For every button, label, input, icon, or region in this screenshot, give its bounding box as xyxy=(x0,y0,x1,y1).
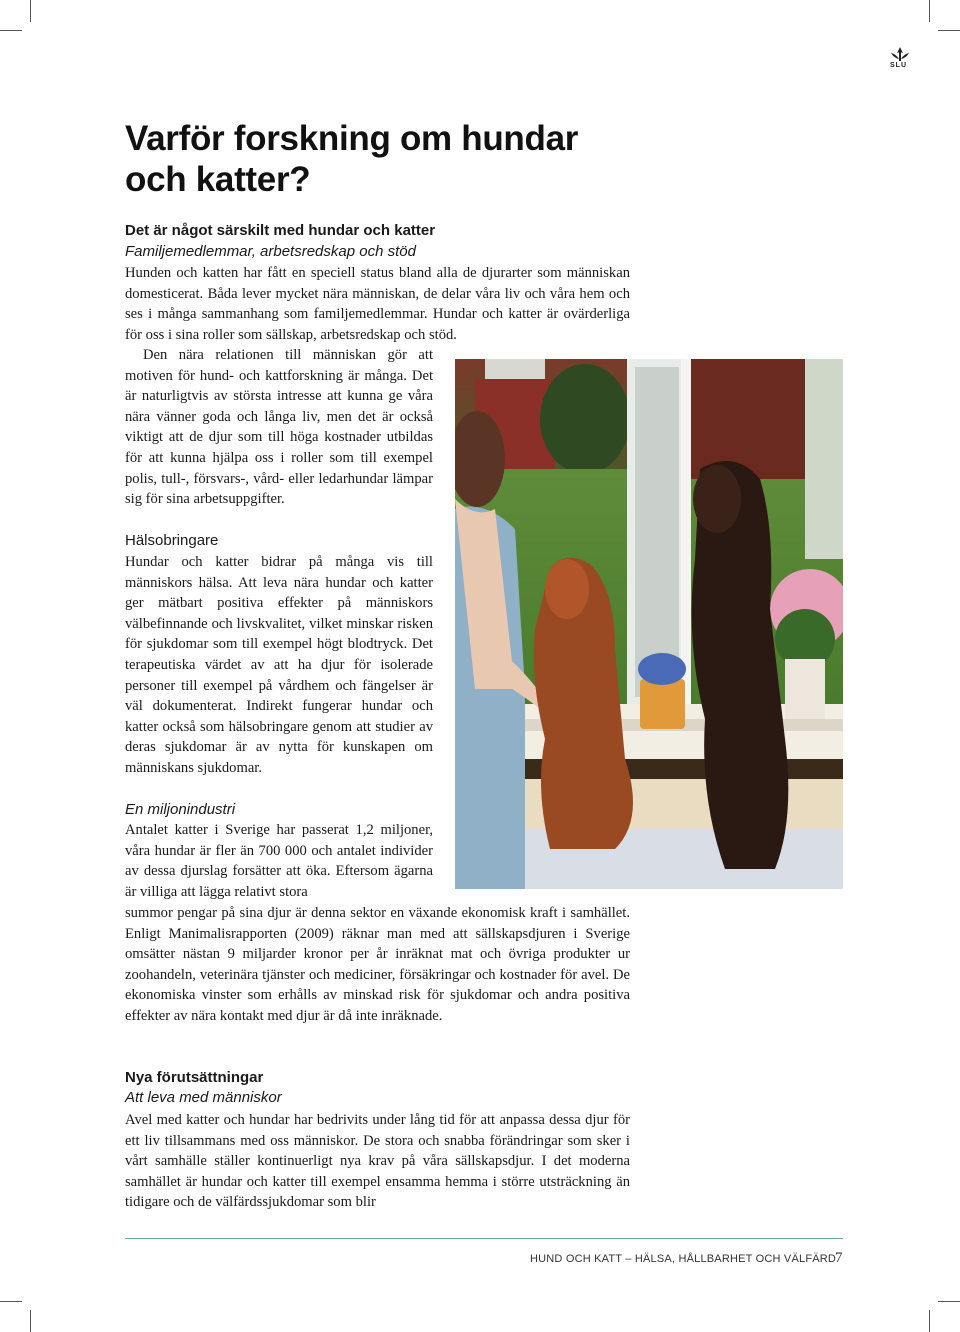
section-subheading: Hälsobringare xyxy=(125,532,219,549)
photo-dogs-at-window xyxy=(455,359,843,889)
body-paragraph: Hundar och katter bidrar på många vis till människors hälsa. Att leva nära hundar och katter ger mätbart positiva effekter på människors välbefinnande och livskvalitet, vilket minskar risken för sjukdomar som till exempel högt blodtryck. Det terapeutiska värdet av att ha djur för isolerade personer till exempel på vårdhem och fängelser är väl dokumenterat. Indirekt fungerar hundar och katter också som hälsobringare genom att studier av deras sjukdomar är av nytta för kunskapen om människans sjukdomar. xyxy=(125,554,433,776)
page-title: Varför forskning om hundar och katter? xyxy=(125,119,579,199)
section-subheading: Att leva med människor xyxy=(125,1089,282,1106)
crop-mark xyxy=(938,1301,960,1302)
footer-rule xyxy=(125,1238,843,1239)
body-paragraph: Den nära relationen till människan gör att motiven för hund- och kattforskning är många. Det är naturligtvis av största intresse att kunna ge våra nära vänner goda och långa liv, men det är också viktigt att de djur som till höga kostnader utbildas för att kunna hjälpa oss i roller som till exempel polis, tull-, försvars-, vård- eller ledarhundar lämpar sig för sina arbetsuppgifter. xyxy=(125,347,433,508)
footer-running-title: HUND OCH KATT – HÄLSA, HÅLLBARHET OCH VÄLFÄRD xyxy=(530,1253,837,1265)
section-heading: Det är något särskilt med hundar och katter xyxy=(125,222,436,239)
crop-mark xyxy=(929,1310,930,1332)
page-number: 7 xyxy=(835,1250,843,1266)
section-heading: Nya förutsättningar xyxy=(125,1069,264,1086)
slu-logo-text: SLU xyxy=(890,62,907,69)
crop-mark xyxy=(0,1301,22,1302)
body-paragraph: summor pengar på sina djur är denna sektor en växande ekonomisk kraft i samhället. Enligt Manimalisrapporten (2009) räknar man med att sällskapsdjuren i Sverige omsätter nästan 9 miljarder kronor per år inräknat mat och övriga produkter ur zoohandeln, veterinära tjänster och mediciner, försäkringar och kostnader för avel. De ekonomiska vinster som erhålls av minskad risk för sjukdomar och andra positiva effekter av nära kontakt med djur är då inte inräknade. xyxy=(125,905,630,1024)
section-subheading: En miljonindustri xyxy=(125,801,236,818)
crop-mark xyxy=(30,0,31,22)
crop-mark xyxy=(30,1310,31,1332)
body-paragraph: Antalet katter i Sverige har passerat 1,2 miljoner, våra hundar är fler än 700 000 och antalet individer av dessa djurslag forsätter att öka. Eftersom ägarna är villiga att lägga relativt stora xyxy=(125,822,433,900)
crop-mark xyxy=(929,0,930,22)
body-paragraph: Hunden och katten har fått en speciell status bland alla de djurarter som människan domesticerat. Båda lever mycket nära människan, de delar våra liv och våra hem och ses i många sammanhang som familjemedlemmar. Hundar och katter är ovärderliga för oss i sina roller som sällskap, arbetsredskap och stöd. xyxy=(125,265,630,343)
crop-mark xyxy=(0,30,22,31)
section-subheading: Familjemedlemmar, arbetsredskap och stöd xyxy=(125,243,416,260)
body-paragraph: Avel med katter och hundar har bedrivits under lång tid för att anpassa dessa djur för ett liv tillsammans med oss människor. De stora och snabba förändringar som sker i vårt samhälle ställer kontinuerligt nya krav på våra sällskapsdjur. I det moderna samhället är hundar och katter till exempel ensamma hemma i större utsträckning än tidigare och de välfärdssjukdomar som blir xyxy=(125,1112,630,1211)
crop-mark xyxy=(938,30,960,31)
